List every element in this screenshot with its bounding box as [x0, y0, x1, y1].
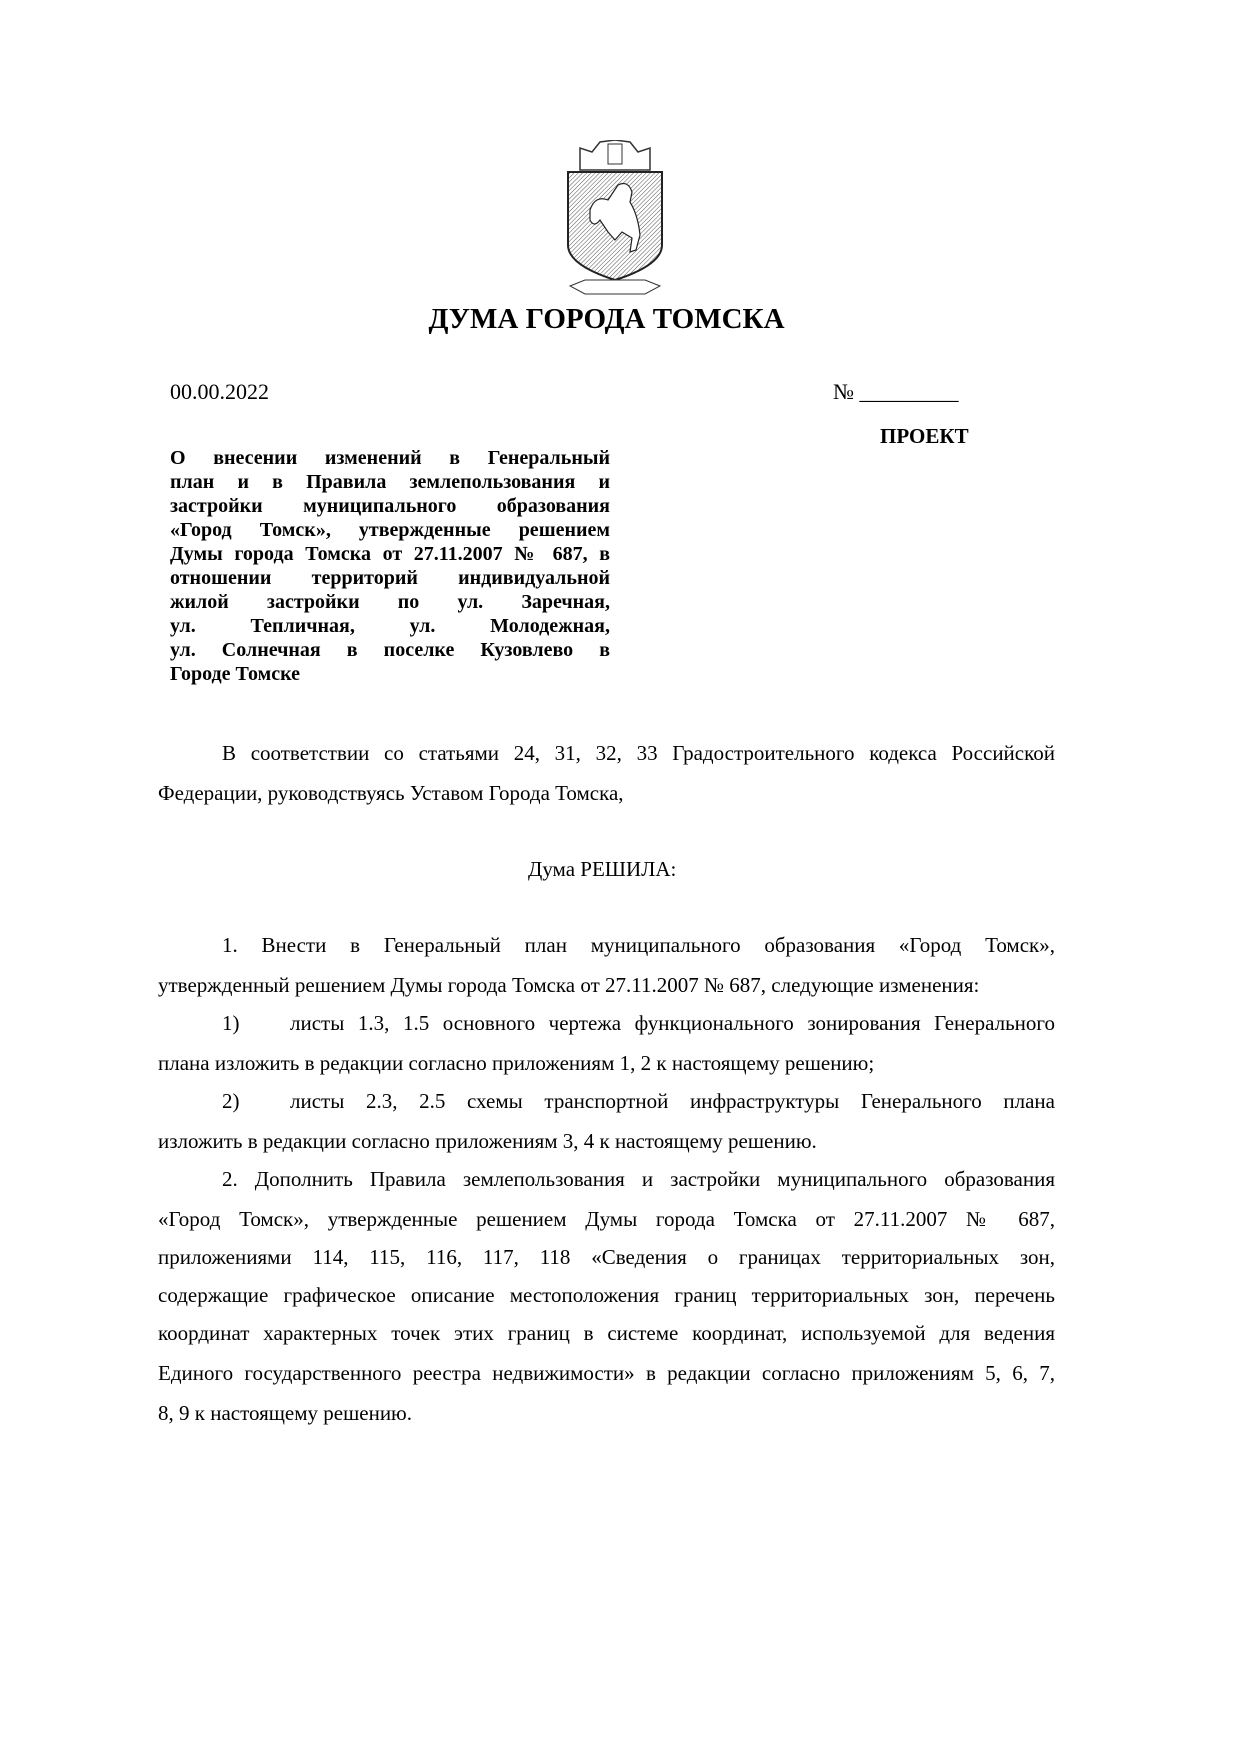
subitem2-line: листы 2.3, 2.5 схемы транспортной инфраструктуры Генерального плана — [290, 1089, 1055, 1113]
subject-line: «Город Томск», утвержденные решением — [170, 519, 610, 541]
item2-line: 8, 9 к настоящему решению. — [158, 1401, 412, 1425]
subject-line: ул. Тепличная, ул. Молодежная, — [170, 615, 610, 637]
subject-line: Думы города Томска от 27.11.2007 № 687, в — [170, 543, 610, 565]
subitem1-number: 1) — [222, 1011, 240, 1035]
city-coat-of-arms-emblem — [560, 140, 670, 300]
preamble-line: Федерации, руководствуясь Уставом Города Томска, — [158, 781, 624, 805]
subitem1-line: листы 1.3, 1.5 основного чертежа функционального зонирования Генерального — [290, 1011, 1055, 1035]
resolved-heading: Дума РЕШИЛА: — [528, 857, 677, 881]
subject-line: план и в Правила землепользования и — [170, 471, 610, 493]
draft-stamp: ПРОЕКТ — [880, 424, 969, 448]
item2-line: Единого государственного реестра недвижимости» в редакции согласно приложениям 5, 6, 7, — [158, 1361, 1055, 1385]
item1-line: 1. Внести в Генеральный план муниципального образования «Город Томск», — [222, 933, 1055, 957]
subject-line: Городе Томске — [170, 663, 300, 685]
subject-line: застройки муниципального образования — [170, 495, 610, 517]
preamble-line: В соответствии со статьями 24, 31, 32, 33 Градостроительного кодекса Российской — [222, 741, 1055, 765]
document-number: № _________ — [833, 379, 959, 404]
subitem1-line: плана изложить в редакции согласно приложениям 1, 2 к настоящему решению; — [158, 1051, 875, 1075]
subitem2-number: 2) — [222, 1089, 240, 1113]
item2-line: «Город Томск», утвержденные решением Думы города Томска от 27.11.2007 № 687, — [158, 1207, 1055, 1231]
page-title: ДУМА ГОРОДА ТОМСКА — [428, 303, 785, 335]
item2-line: приложениями 114, 115, 116, 117, 118 «Сведения о границах территориальных зон, — [158, 1245, 1055, 1269]
item1-line: утвержденный решением Думы города Томска от 27.11.2007 № 687, следующие изменения: — [158, 973, 980, 997]
subject-line: ул. Солнечная в поселке Кузовлево в — [170, 639, 610, 661]
subject-line: отношении территорий индивидуальной — [170, 567, 610, 589]
item2-line: 2. Дополнить Правила землепользования и застройки муниципального образования — [222, 1167, 1055, 1191]
subject-line: жилой застройки по ул. Заречная, — [170, 591, 610, 613]
item2-line: координат характерных точек этих границ в системе координат, используемой для ведения — [158, 1321, 1055, 1345]
subitem2-line: изложить в редакции согласно приложениям 3, 4 к настоящему решению. — [158, 1129, 817, 1153]
item2-line: содержащие графическое описание местоположения границ территориальных зон, перечень — [158, 1283, 1055, 1307]
document-date: 00.00.2022 — [170, 379, 269, 404]
subject-line: О внесении изменений в Генеральный — [170, 447, 610, 469]
